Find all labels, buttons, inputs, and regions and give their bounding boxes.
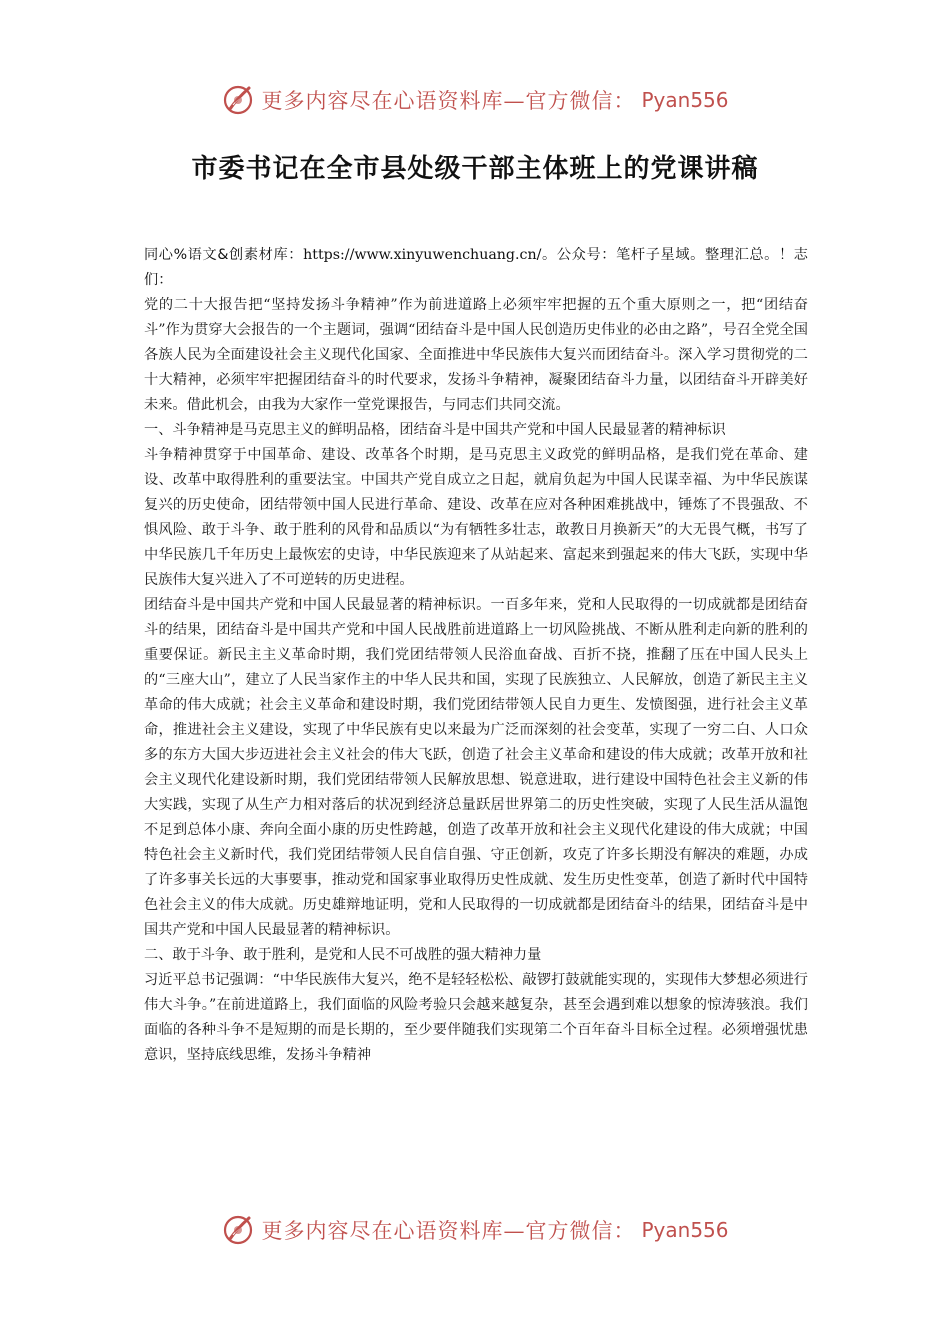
banner-wechat-id: Pyan556 (641, 1218, 729, 1242)
pen-logo-icon (221, 83, 255, 117)
source-prefix: 同心%语文&创素材库： (144, 247, 304, 263)
document-body (144, 243, 808, 1068)
source-line (144, 243, 808, 293)
header-banner (0, 80, 950, 120)
section-heading-1: 一、斗争精神是马克思主义的鲜明品格，团结奋斗是中国共产党和中国人民最显著的精神标识 (144, 422, 726, 438)
banner-text: 更多内容尽在心语资料库—官方微信： (261, 89, 636, 113)
paragraph: 习近平总书记强调：“中华民族伟大复兴，绝不是轻轻松松、敲锣打鼓就能实现的，实现伟大梦想必须进行伟大斗争。”在前进道路上，我们面临的风险考验只会越来越复杂，甚至会遇到难以想象的惊涛骇浪。我们面临的各种斗争不是短期的而是长期的，至少要伴随我们实现第二个百年奋斗目标全过程。必须增强忧患意识，坚持底线思维，发扬斗争精神 (144, 972, 808, 1063)
paragraph: 斗争精神贯穿于中国革命、建设、改革各个时期，是马克思主义政党的鲜明品格，是我们党在革命、建设、改革中取得胜利的重要法宝。中国共产党自成立之日起，就肩负起为中国人民谋幸福、为中华民族谋复兴的历史使命，团结带领中国人民进行革命、建设、改革在应对各种困难挑战中，锤炼了不畏强敌、不惧风险、敢于斗争、敢于胜利的风骨和品质以“为有牺牲多壮志，敢教日月换新天”的大无畏气概，书写了中华民族几千年历史上最恢宏的史诗，中华民族迎来了从站起来、富起来到强起来的伟大飞跃，实现中华民族伟大复兴进入了不可逆转的历史进程。 (144, 447, 808, 588)
document-title: 市委书记在全市县处级干部主体班上的党课讲稿 (191, 154, 759, 184)
source-suffix: 。公众号：笔杆子星域。整理汇总。！志们： (144, 247, 808, 288)
paragraph: 团结奋斗是中国共产党和中国人民最显著的精神标识。一百多年来，党和人民取得的一切成就都是团结奋斗的结果，团结奋斗是中国共产党和中国人民战胜前进道路上一切风险挑战、不断从胜利走向新的胜利的重要保证。新民主主义革命时期，我们党团结带领人民浴血奋战、百折不挠，推翻了压在中国人民头上的“三座大山”，建立了人民当家作主的中华人民共和国，实现了民族独立、人民解放，创造了新民主主义革命的伟大成就；社会主义革命和建设时期，我们党团结带领人民自力更生、发愤图强，进行社会主义革命，推进社会主义建设，实现了中华民族有史以来最为广泛而深刻的社会变革，实现了一穷二白、人口众多的东方大国大步迈进社会主义社会的伟大飞跃，创造了社会主义革命和建设的伟大成就；改革开放和社会主义现代化建设新时期，我们党团结带领人民解放思想、锐意进取，进行建设中国特色社会主义新的伟大实践，实现了从生产力相对落后的状况到经济总量跃居世界第二的历史性突破，实现了人民生活从温饱不足到总体小康、奔向全面小康的历史性跨越，创造了改革开放和社会主义现代化建设的伟大成就；中国特色社会主义新时代，我们党团结带领人民自信自强、守正创新，攻克了许多长期没有解决的难题，办成了许多事关长远的大事要事，推动党和国家事业取得历史性成就、发生历史性变革，创造了新时代中国特色社会主义的伟大成就。历史雄辩地证明，党和人民取得的一切成就都是团结奋斗的结果，团结奋斗是中国共产党和中国人民最显著的精神标识。 (144, 597, 808, 938)
source-url[interactable]: https://www.xinyuwenchuang.cn/ (303, 247, 542, 263)
section-heading-2: 二、敢于斗争、敢于胜利，是党和人民不可战胜的强大精神力量 (144, 947, 542, 963)
footer-banner (0, 1210, 950, 1250)
paragraph-intro: 党的二十大报告把“坚持发扬斗争精神”作为前进道路上必须牢牢把握的五个重大原则之一，把“团结奋斗”作为贯穿大会报告的一个主题词，强调“团结奋斗是中国人民创造历史伟业的必由之路”，号召全党全国各族人民为全面建设社会主义现代化国家、全面推进中华民族伟大复兴而团结奋斗。深入学习贯彻党的二十大精神，必须牢牢把握团结奋斗的时代要求，发扬斗争精神，凝聚团结奋斗力量，以团结奋斗开辟美好未来。借此机会，由我为大家作一堂党课报告，与同志们共同交流。 (144, 297, 808, 413)
banner-wechat-id: Pyan556 (641, 88, 729, 112)
banner-text: 更多内容尽在心语资料库—官方微信： (261, 1219, 636, 1243)
pen-logo-icon (221, 1213, 255, 1247)
